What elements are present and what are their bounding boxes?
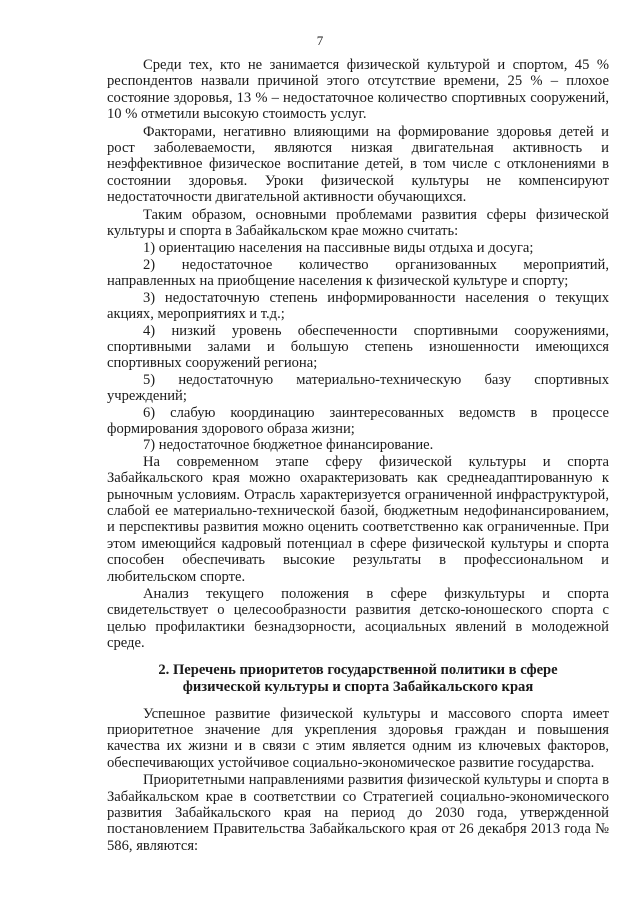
problems-list	[107, 240, 609, 453]
paragraph: На современном этапе сферу физической культуры и спорта Забайкальского края можно охарактеризовать как среднеадаптированную к рыночным условиям. Отрасль характеризуется ограниченной инфраструктурой, слабой ее материально-технической базой, бюджетным недофинансированием, и перспективы развития можно оценить соответственно как ограниченные. При этом имеющийся кадровый потенциал в сфере физической культуры и спорта способен обеспечивать высокие результаты в профессиональном и любительском спорте.	[107, 453, 609, 585]
paragraph: Приоритетными направлениями развития физической культуры и спорта в Забайкальском крае в соответствии со Стратегией социально-экономического развития Забайкальского края на период до 2030 года, утвержденной постановлением Правительства Забайкальского края от 26 декабря 2013 года № 586, являются:	[107, 772, 609, 854]
list-item: 1) ориентацию населения на пассивные виды отдыха и досуга;	[143, 240, 534, 257]
list-item: 2) недостаточное количество организованных мероприятий, направленных на приобщение населения к физической культуре и спорту;	[107, 256, 609, 290]
list-item: 6) слабую координацию заинтересованных ведомств в процессе формирования здорового образа жизни;	[107, 404, 609, 437]
section-heading-line: физической культуры и спорта Забайкальского края	[182, 678, 534, 695]
paragraph: Среди тех, кто не занимается физической культурой и спортом, 45 % респондентов назвали причиной этого отсутствие времени, 25 % – плохое состояние здоровья, 13 % – недостаточное количество спортивных сооружений, 10 % отметили высокую стоимость услуг.	[107, 57, 609, 123]
list-item: 3) недостаточную степень информированности населения о текущих акциях, мероприятиях и т.д.;	[107, 289, 609, 323]
paragraph: Анализ текущего положения в сфере физкультуры и спорта свидетельствует о целесообразности развития детско-юношеского спорта с целью профилактики безнадзорности, асоциальных явлений в молодежной среде.	[107, 586, 609, 652]
paragraph: Успешное развитие физической культуры и массового спорта имеет приоритетное значение для укрепления здоровья граждан и повышения качества их жизни и в связи с этим является одним из ключевых факторов, обеспечивающих устойчивое социально-экономическое развитие государства.	[107, 705, 609, 771]
list-item: 5) недостаточную материально-техническую базу спортивных учреждений;	[107, 371, 609, 405]
paragraph: Факторами, негативно влияющими на формирование здоровья детей и рост заболеваемости, являются низкая двигательная активность и неэффективное физическое воспитание детей, в том числе с отклонениями в состоянии здоровья. Уроки физической культуры не компенсируют недостаточности двигательной активности обучающихся.	[107, 123, 609, 206]
page-number: 7	[316, 33, 324, 48]
section-heading	[107, 662, 609, 696]
page-content	[107, 57, 609, 855]
paragraph: Таким образом, основными проблемами развития сферы физической культуры и спорта в Забайкальском крае можно считать:	[107, 206, 609, 240]
list-item: 4) низкий уровень обеспеченности спортивными сооружениями, спортивными залами и большую степень изношенности имеющихся спортивных сооружений региона;	[107, 322, 609, 372]
section-heading-line: 2. Перечень приоритетов государственной политики в сфере	[158, 661, 558, 678]
list-item: 7) недостаточное бюджетное финансирование.	[143, 437, 434, 454]
